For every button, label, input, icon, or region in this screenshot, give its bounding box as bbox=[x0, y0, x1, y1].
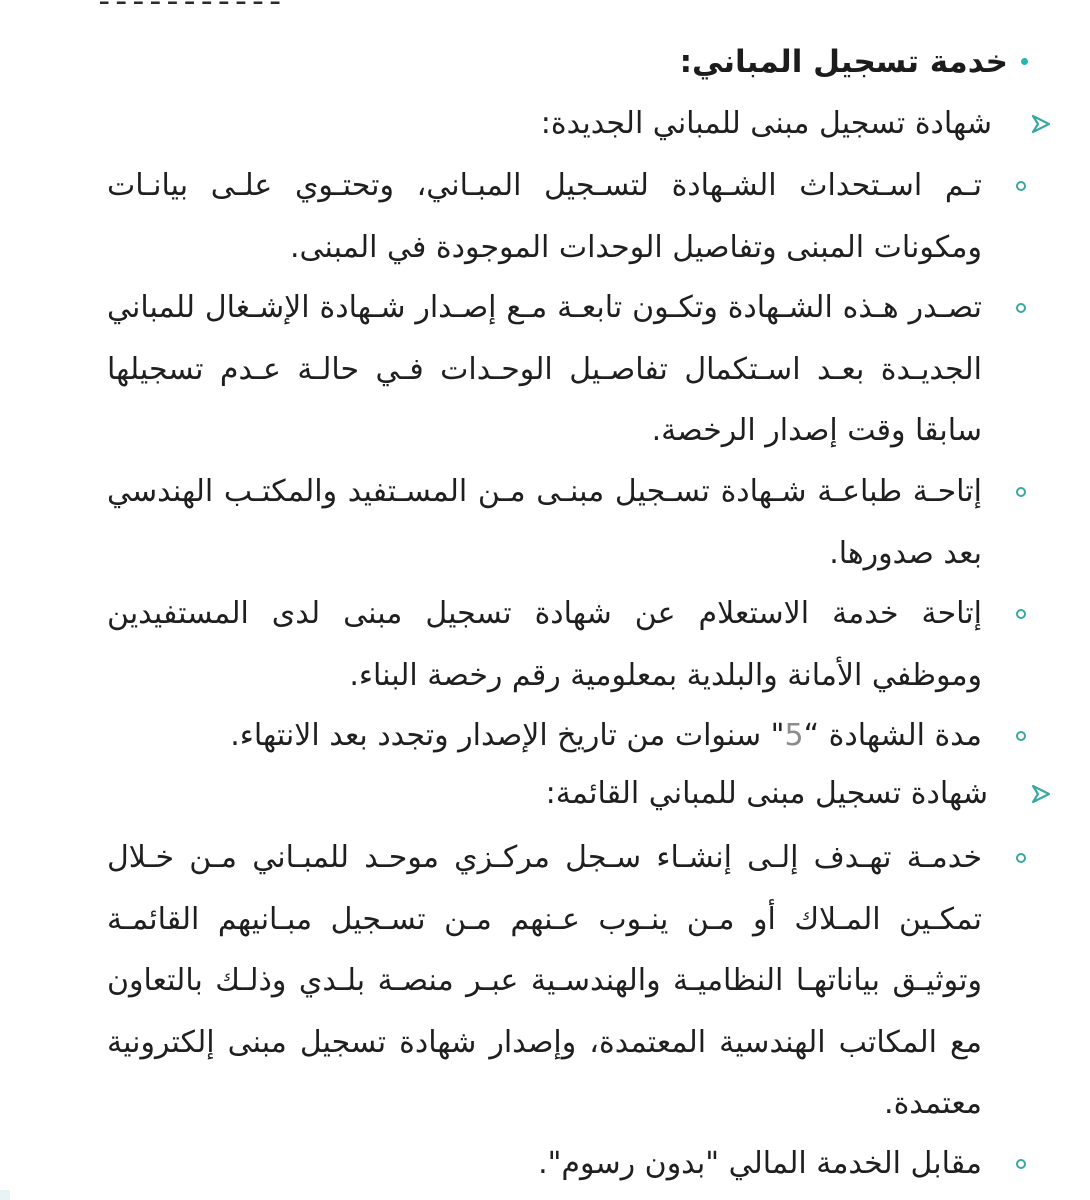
list-item: خدمـة تهـدف إلـى إنشـاء سـجل مركـزي موحـد للمبـاني مـن خـلال تمكـين المـلاك أو مـن ينـوب عـنهم مـن تسـجيل مبـانيهم القائمـة وتوثيـق بياناتهـا النظاميـة والهندسـية عبـر منصـة بلـدي وذلـك بالتعاون مع المكاتب الهندسية المعتمدة، وإصدار شهادة تسجيل مبنى إلكترونية معتمدة. bbox=[107, 840, 982, 1121]
hollow-circle-icon bbox=[1016, 609, 1026, 619]
duration-text-end: " سنوات من تاريخ الإصدار وتجدد بعد الانتهاء. bbox=[230, 718, 785, 753]
list-item: تـم اسـتحداث الشـهادة لتسـجيل المبـاني، وتحتـوي علـى بيانـات ومكونات المبنى وتفاصيل الوحدات الموجودة في المبنى. bbox=[107, 168, 982, 265]
list-item-duration bbox=[107, 705, 982, 767]
duration-text-start: مدة الشهادة “ bbox=[803, 718, 982, 753]
section-heading: خدمة تسجيل المباني: bbox=[679, 44, 1008, 80]
hollow-circle-icon bbox=[1016, 303, 1026, 313]
cut-off-text-line bbox=[100, 0, 1020, 8]
subsection-title-existing-buildings: شهادة تسجيل مبنى للمباني القائمة: bbox=[545, 776, 988, 811]
arrow-bullet-icon bbox=[1030, 113, 1054, 135]
arrow-bullet-icon bbox=[1030, 783, 1054, 805]
corner-mark bbox=[0, 1190, 10, 1200]
hollow-circle-icon bbox=[1016, 181, 1026, 191]
hollow-circle-icon bbox=[1016, 731, 1026, 741]
hollow-circle-icon bbox=[1016, 853, 1026, 863]
duration-number: 5 bbox=[784, 718, 804, 753]
filled-dot-icon bbox=[1021, 58, 1028, 65]
list-item: تصـدر هـذه الشـهادة وتكـون تابعـة مـع إصـدار شـهادة الإشـغال للمباني الجديـدة بعـد اسـتكمال تفاصـيل الوحـدات فـي حالـة عـدم تسجيلها سابقا وقت إصدار الرخصة. bbox=[107, 290, 982, 448]
hollow-circle-icon bbox=[1016, 487, 1026, 497]
list-item: إتاحـة طباعـة شـهادة تسـجيل مبنـى مـن المسـتفيد والمكتـب الهندسي بعد صدورها. bbox=[107, 474, 982, 571]
subsection-title-new-buildings: شهادة تسجيل مبنى للمباني الجديدة: bbox=[540, 106, 992, 141]
hollow-circle-icon bbox=[1016, 1159, 1026, 1169]
list-item: إتاحة خدمة الاستعلام عن شهادة تسجيل مبنى لدى المستفيدين وموظفي الأمانة والبلدية بمعلومية رقم رخصة البناء. bbox=[107, 596, 982, 693]
list-item: مقابل الخدمة المالي "بدون رسوم". bbox=[538, 1146, 982, 1181]
